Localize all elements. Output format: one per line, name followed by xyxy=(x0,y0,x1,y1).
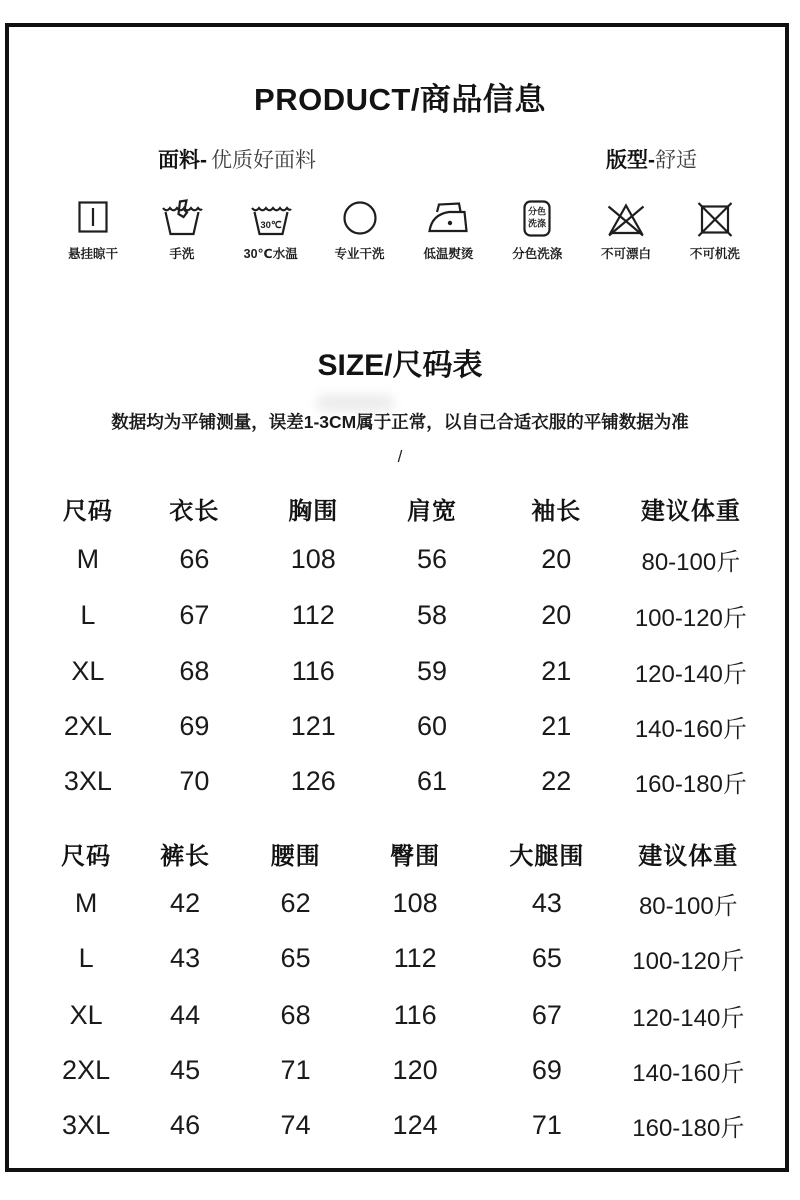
table-cell: 66 xyxy=(179,544,210,574)
table-cell: 121 xyxy=(290,711,336,741)
table-cell: 61 xyxy=(417,766,448,796)
table-cell: 100-120斤 xyxy=(632,947,745,975)
table-cell: 140-160斤 xyxy=(634,716,747,743)
note-slash: / xyxy=(397,447,403,466)
table-header-cell: 建议体重 xyxy=(638,842,739,870)
table-cell: 68 xyxy=(179,656,210,686)
size-table-top xyxy=(40,484,760,809)
size-label-cell: 2XL xyxy=(62,1054,111,1085)
table-cell: 56 xyxy=(417,544,448,574)
table-cell: 160-180斤 xyxy=(632,1114,745,1142)
table-cell: 71 xyxy=(280,1054,311,1085)
table-cell: 116 xyxy=(393,999,437,1030)
care-label: 不可机洗 xyxy=(689,247,740,261)
table-header-cell: 建议体重 xyxy=(640,497,741,525)
table-cell: 108 xyxy=(392,887,438,918)
size-label-cell: 2XL xyxy=(63,711,112,741)
care-item-no-bleach xyxy=(583,199,669,262)
iron-low-icon xyxy=(426,199,470,239)
care-label: 悬挂晾干 xyxy=(67,247,118,261)
size-label-cell: 3XL xyxy=(63,766,112,796)
table-cell: 22 xyxy=(541,766,572,796)
table-cell: 69 xyxy=(179,711,210,741)
table-cell: 116 xyxy=(291,656,335,686)
separate-wash-text-line1: 分色 xyxy=(528,206,547,217)
table-header-cell: 衣长 xyxy=(169,497,220,525)
hang-dry-icon xyxy=(71,199,115,239)
table-cell: 20 xyxy=(541,544,572,574)
table-cell: 70 xyxy=(179,766,210,796)
fit-value: 舒适 xyxy=(655,149,697,172)
table-cell: 140-160斤 xyxy=(632,1059,745,1087)
separate-wash-icon xyxy=(515,199,559,239)
table-cell: 67 xyxy=(531,999,562,1030)
table-cell: 43 xyxy=(531,887,562,918)
fit-label: 版型- xyxy=(606,149,655,172)
table-cell: 126 xyxy=(290,766,336,796)
care-label: 手洗 xyxy=(169,247,195,261)
size-label-cell: L xyxy=(78,942,94,973)
table-cell: 124 xyxy=(392,1109,438,1140)
table-cell: 120-140斤 xyxy=(634,661,747,688)
fit-info xyxy=(606,144,697,174)
table-cell: 160-180斤 xyxy=(634,771,747,798)
table-cell: 65 xyxy=(280,942,311,973)
table-cell: 100-120斤 xyxy=(634,605,747,632)
care-item-no-machine-wash xyxy=(672,199,758,262)
care-label: 不可漂白 xyxy=(601,247,652,261)
size-label-cell: XL xyxy=(71,656,105,686)
table-cell: 69 xyxy=(531,1054,562,1085)
care-item-hang-dry xyxy=(50,199,136,262)
care-label: 30℃水温 xyxy=(243,247,298,261)
table-header-cell: 尺码 xyxy=(61,842,112,870)
table-cell: 120-140斤 xyxy=(632,1004,745,1032)
table-cell: 59 xyxy=(417,656,448,686)
size-label-cell: L xyxy=(80,600,96,630)
size-label-cell: M xyxy=(74,887,98,918)
size-measure-note: 数据均为平铺测量，误差1-3CM属于正常，以自己合适衣服的平铺数据为准 xyxy=(111,412,689,432)
no-bleach-icon xyxy=(604,199,648,239)
care-item-iron-low xyxy=(405,199,491,262)
care-label: 分色洗涤 xyxy=(512,247,563,261)
table-cell: 65 xyxy=(531,942,562,973)
wash-temp-text: 30℃ xyxy=(260,220,282,231)
table-header-cell: 臀围 xyxy=(390,842,441,870)
table-cell: 112 xyxy=(291,600,335,630)
table-cell: 62 xyxy=(280,887,311,918)
fabric-label: 面料- xyxy=(158,149,207,172)
table-cell: 112 xyxy=(393,942,437,973)
table-header-cell: 尺码 xyxy=(62,497,113,525)
table-cell: 74 xyxy=(280,1109,311,1140)
page-title: PRODUCT/商品信息 xyxy=(254,82,546,117)
no-machine-wash-icon xyxy=(693,199,737,239)
fabric-value: 优质好面料 xyxy=(211,149,316,172)
care-item-hand-wash xyxy=(139,199,225,262)
separate-wash-text-line2: 洗涤 xyxy=(528,218,547,229)
care-item-wash-30c xyxy=(228,199,314,262)
table-header-cell: 胸围 xyxy=(288,497,339,525)
table-cell: 68 xyxy=(280,999,311,1030)
table-header-cell: 肩宽 xyxy=(407,497,458,525)
table-cell: 58 xyxy=(417,600,448,630)
table-cell: 43 xyxy=(170,942,201,973)
care-icons-row xyxy=(50,199,758,262)
table-cell: 21 xyxy=(541,711,572,741)
size-label-cell: 3XL xyxy=(62,1109,111,1140)
table-cell: 71 xyxy=(531,1109,562,1140)
care-item-separate-wash xyxy=(494,199,580,262)
table-cell: 20 xyxy=(541,600,572,630)
table-cell: 120 xyxy=(392,1054,438,1085)
table-header-cell: 裤长 xyxy=(160,842,211,870)
care-label: 专业干洗 xyxy=(334,247,385,261)
hand-wash-icon xyxy=(160,199,204,239)
table-header-cell: 大腿围 xyxy=(509,842,585,870)
table-cell: 21 xyxy=(541,656,572,686)
size-label-cell: M xyxy=(76,544,100,574)
care-item-dry-clean xyxy=(317,199,403,262)
dry-clean-icon xyxy=(338,199,382,239)
table-cell: 108 xyxy=(290,544,336,574)
size-label-cell: XL xyxy=(69,999,103,1030)
table-header-cell: 袖长 xyxy=(531,497,582,525)
fabric-info xyxy=(158,144,316,174)
table-cell: 80-100斤 xyxy=(638,892,738,920)
table-cell: 46 xyxy=(170,1109,201,1140)
table-cell: 44 xyxy=(170,999,201,1030)
care-label: 低温熨烫 xyxy=(423,247,474,261)
table-header-cell: 腰围 xyxy=(270,842,321,870)
size-section-title: SIZE/尺码表 xyxy=(317,349,483,382)
table-cell: 80-100斤 xyxy=(641,549,741,576)
table-cell: 42 xyxy=(170,887,201,918)
size-table-bottom xyxy=(40,829,760,1153)
table-cell: 60 xyxy=(417,711,448,741)
wash-30c-icon xyxy=(249,199,293,239)
table-cell: 67 xyxy=(179,600,210,630)
table-cell: 45 xyxy=(170,1054,201,1085)
